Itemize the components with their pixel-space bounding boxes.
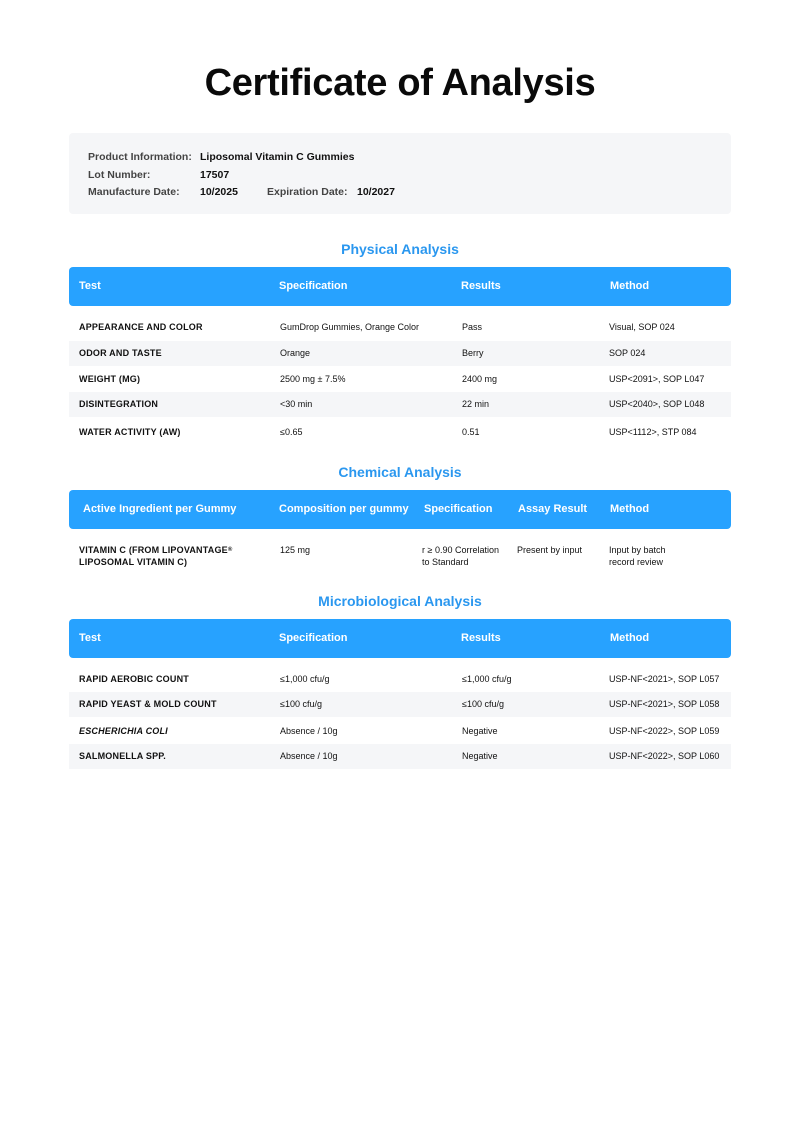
physical-result-cell: 0.51 [462, 427, 480, 437]
physical-result-cell: 22 min [462, 399, 490, 409]
physical-test-cell: WATER ACTIVITY (AW) [79, 427, 181, 437]
physical-test-cell: WEIGHT (MG) [79, 374, 141, 384]
micro-test-cell: ESCHERICHIA COLI [79, 726, 168, 736]
micro-header-spec: Specification [279, 632, 348, 644]
lot-value: 17507 [200, 169, 230, 181]
micro-table-header [69, 619, 731, 658]
product-value: Liposomal Vitamin C Gummies [200, 151, 355, 163]
physical-spec-cell: ≤0.65 [280, 427, 303, 437]
physical-header-results: Results [461, 280, 501, 292]
physical-analysis-title: Physical Analysis [341, 241, 459, 257]
physical-test-cell: ODOR AND TASTE [79, 348, 162, 358]
table-row [69, 719, 731, 744]
physical-method-cell: Visual, SOP 024 [609, 322, 675, 332]
chemical-method-cell [609, 545, 666, 568]
table-row [69, 744, 731, 769]
micro-result-cell: ≤100 cfu/g [462, 699, 504, 709]
physical-method-cell: USP<2040>, SOP L048 [609, 399, 705, 409]
chemical-spec-cell [422, 545, 499, 568]
chemical-header-method: Method [610, 503, 650, 515]
physical-test-cell: APPEARANCE AND COLOR [79, 322, 203, 332]
chemical-header-assay: Assay Result [518, 503, 588, 515]
micro-method-cell: USP-NF<2021>, SOP L058 [609, 699, 720, 709]
physical-header-test: Test [79, 280, 101, 292]
chemical-assay-cell: Present by input [517, 545, 583, 555]
manufacture-date-label: Manufacture Date: [88, 186, 180, 198]
physical-spec-cell: GumDrop Gummies, Orange Color [280, 322, 420, 332]
table-row [69, 667, 731, 692]
physical-result-cell: Pass [462, 322, 483, 332]
physical-method-cell: USP<2091>, SOP L047 [609, 374, 705, 384]
physical-spec-cell: Orange [280, 348, 311, 358]
physical-spec-cell: <30 min [280, 399, 313, 409]
chemical-analysis-title: Chemical Analysis [338, 464, 462, 480]
physical-test-cell: DISINTEGRATION [79, 399, 159, 409]
chemical-header-spec: Specification [424, 503, 493, 515]
micro-test-cell: RAPID AEROBIC COUNT [79, 674, 189, 684]
micro-spec-cell: ≤1,000 cfu/g [280, 674, 330, 684]
chemical-test-cell [79, 545, 233, 568]
registered-mark: ® [227, 547, 233, 553]
physical-result-cell: 2400 mg [462, 374, 498, 384]
physical-table-header [69, 267, 731, 306]
micro-analysis-title: Microbiological Analysis [318, 593, 482, 609]
micro-header-results: Results [461, 632, 501, 644]
micro-method-cell: USP-NF<2021>, SOP L057 [609, 674, 720, 684]
micro-header-test: Test [79, 632, 101, 644]
manufacture-date-value: 10/2025 [200, 186, 238, 198]
physical-method-cell: SOP 024 [609, 348, 646, 358]
lot-label: Lot Number: [88, 169, 151, 181]
table-row [69, 341, 731, 366]
chemical-spec-line1: r ≥ 0.90 Correlation [422, 545, 499, 555]
chemical-composition-cell: 125 mg [280, 545, 311, 555]
table-row [69, 545, 731, 575]
physical-method-cell: USP<1112>, STP 084 [609, 427, 697, 437]
chemical-method-line2: record review [609, 556, 664, 567]
chemical-test-line1: VITAMIN C (FROM LIPOVANTAGE [79, 545, 228, 555]
micro-spec-cell: ≤100 cfu/g [280, 699, 322, 709]
micro-result-cell: ≤1,000 cfu/g [462, 674, 512, 684]
chemical-header-composition: Composition per gummy [279, 503, 409, 515]
micro-method-cell: USP-NF<2022>, SOP L060 [609, 751, 720, 761]
chemical-spec-line2: to Standard [422, 556, 469, 567]
micro-result-cell: Negative [462, 726, 498, 736]
micro-result-cell: Negative [462, 751, 498, 761]
table-row [69, 392, 731, 417]
table-row [69, 315, 731, 340]
micro-test-cell: RAPID YEAST & MOLD COUNT [79, 699, 217, 709]
table-row [69, 367, 731, 392]
chemical-header-ingredient: Active Ingredient per Gummy [83, 503, 237, 515]
physical-header-method: Method [610, 280, 650, 292]
page-title: Certificate of Analysis [204, 62, 596, 104]
table-row [69, 420, 731, 445]
physical-result-cell: Berry [462, 348, 484, 358]
micro-method-cell: USP-NF<2022>, SOP L059 [609, 726, 720, 736]
expiration-date-value: 10/2027 [357, 186, 395, 198]
micro-spec-cell: Absence / 10g [280, 751, 338, 761]
micro-test-cell: SALMONELLA SPP. [79, 751, 167, 761]
physical-header-spec: Specification [279, 280, 348, 292]
expiration-date-label: Expiration Date: [267, 186, 348, 198]
table-row [69, 692, 731, 717]
physical-spec-cell: 2500 mg ± 7.5% [280, 374, 346, 384]
chemical-method-line1: Input by batch [609, 545, 666, 555]
product-label: Product Information: [88, 151, 192, 163]
product-info-box [69, 133, 731, 214]
micro-header-method: Method [610, 632, 650, 644]
chemical-test-line2: LIPOSOMAL VITAMIN C) [79, 556, 188, 567]
micro-spec-cell: Absence / 10g [280, 726, 338, 736]
chemical-table-header [69, 490, 731, 529]
